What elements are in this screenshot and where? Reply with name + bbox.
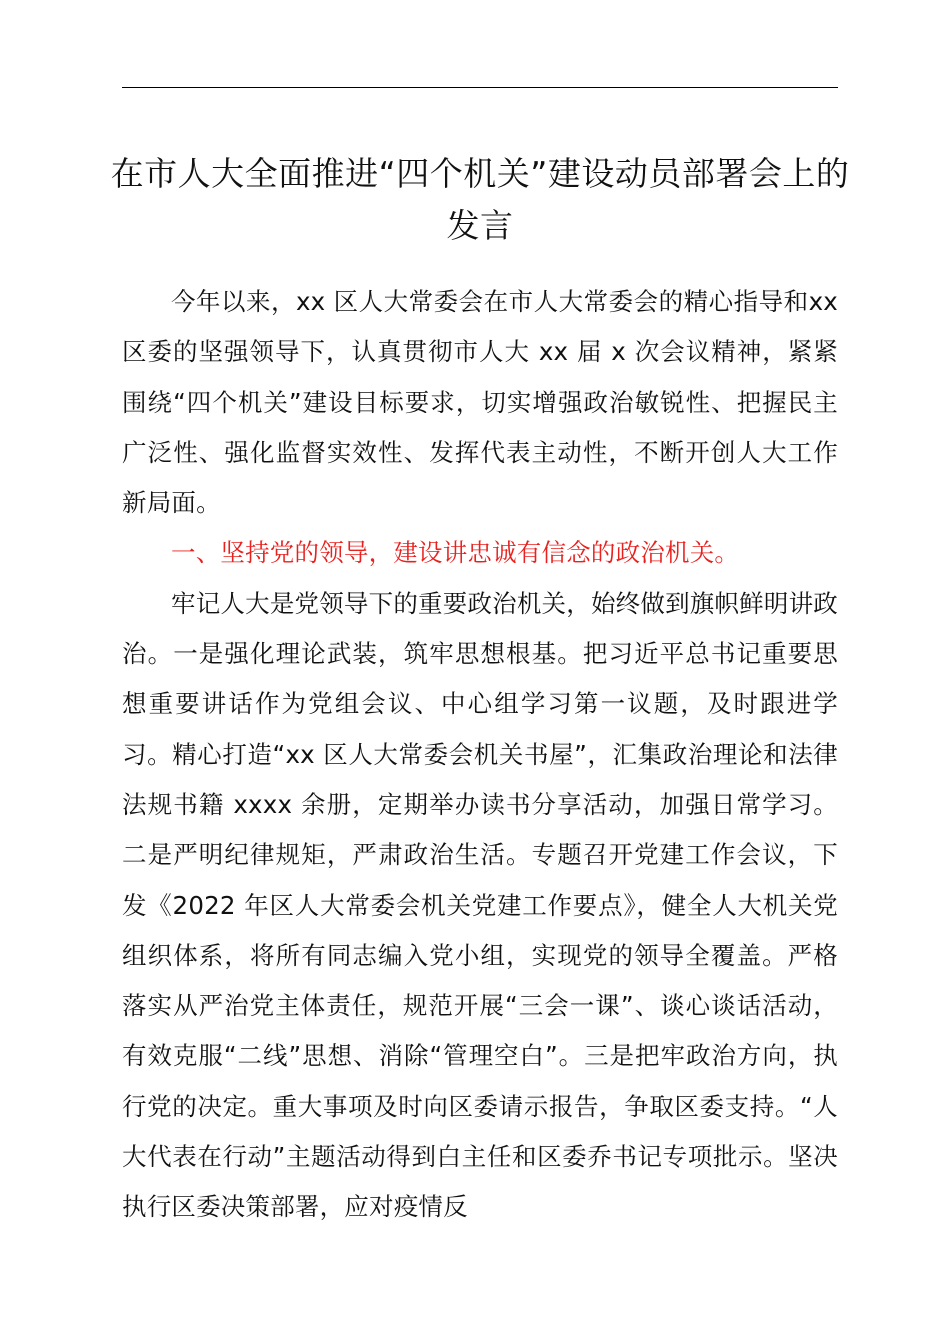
document-body — [122, 277, 838, 1233]
header-rule — [122, 87, 838, 88]
intro-paragraph: 今年以来，xx 区人大常委会在市人大常委会的精心指导和xx 区委的坚强领导下，认真贯彻市人大 xx 届 x 次会议精神，紧紧围绕“四个机关”建设目标要求，切实增强政治敏锐性、把握民主广泛性、强化监督实效性、发挥代表主动性，不断开创人大工作新局面。 — [122, 287, 838, 518]
section-heading-1: 一、坚持党的领导，建设讲忠诚有信念的政治机关。 — [171, 538, 740, 568]
section-1-paragraph: 牢记人大是党领导下的重要政治机关，始终做到旗帜鲜明讲政治。一是强化理论武装，筑牢思想根基。把习近平总书记重要思想重要讲话作为党组会议、中心组学习第一议题，及时跟进学习。精心打造“xx 区人大常委会机关书屋”，汇集政治理论和法律法规书籍 xxxx 余册，定期举办读书分享活动，加强日常学习。二是严明纪律规矩，严肃政治生活。专题召开党建工作会议，下发《2022 年区人大常委会机关党建工作要点》，健全人大机关党组织体系，将所有同志编入党小组，实现党的领导全覆盖。严格落实从严治党主体责任，规范开展“三会一课”、谈心谈话活动，有效克服“二线”思想、消除“管理空白”。三是把牢政治方向，执行党的决定。重大事项及时向区委请示报告，争取区委支持。“人大代表在行动”主题活动得到白主任和区委乔书记专项批示。坚决执行区委决策部署，应对疫情反 — [122, 588, 838, 1222]
page-title: 在市人大全面推进“四个机关”建设动员部署会上的发言 — [110, 154, 850, 245]
